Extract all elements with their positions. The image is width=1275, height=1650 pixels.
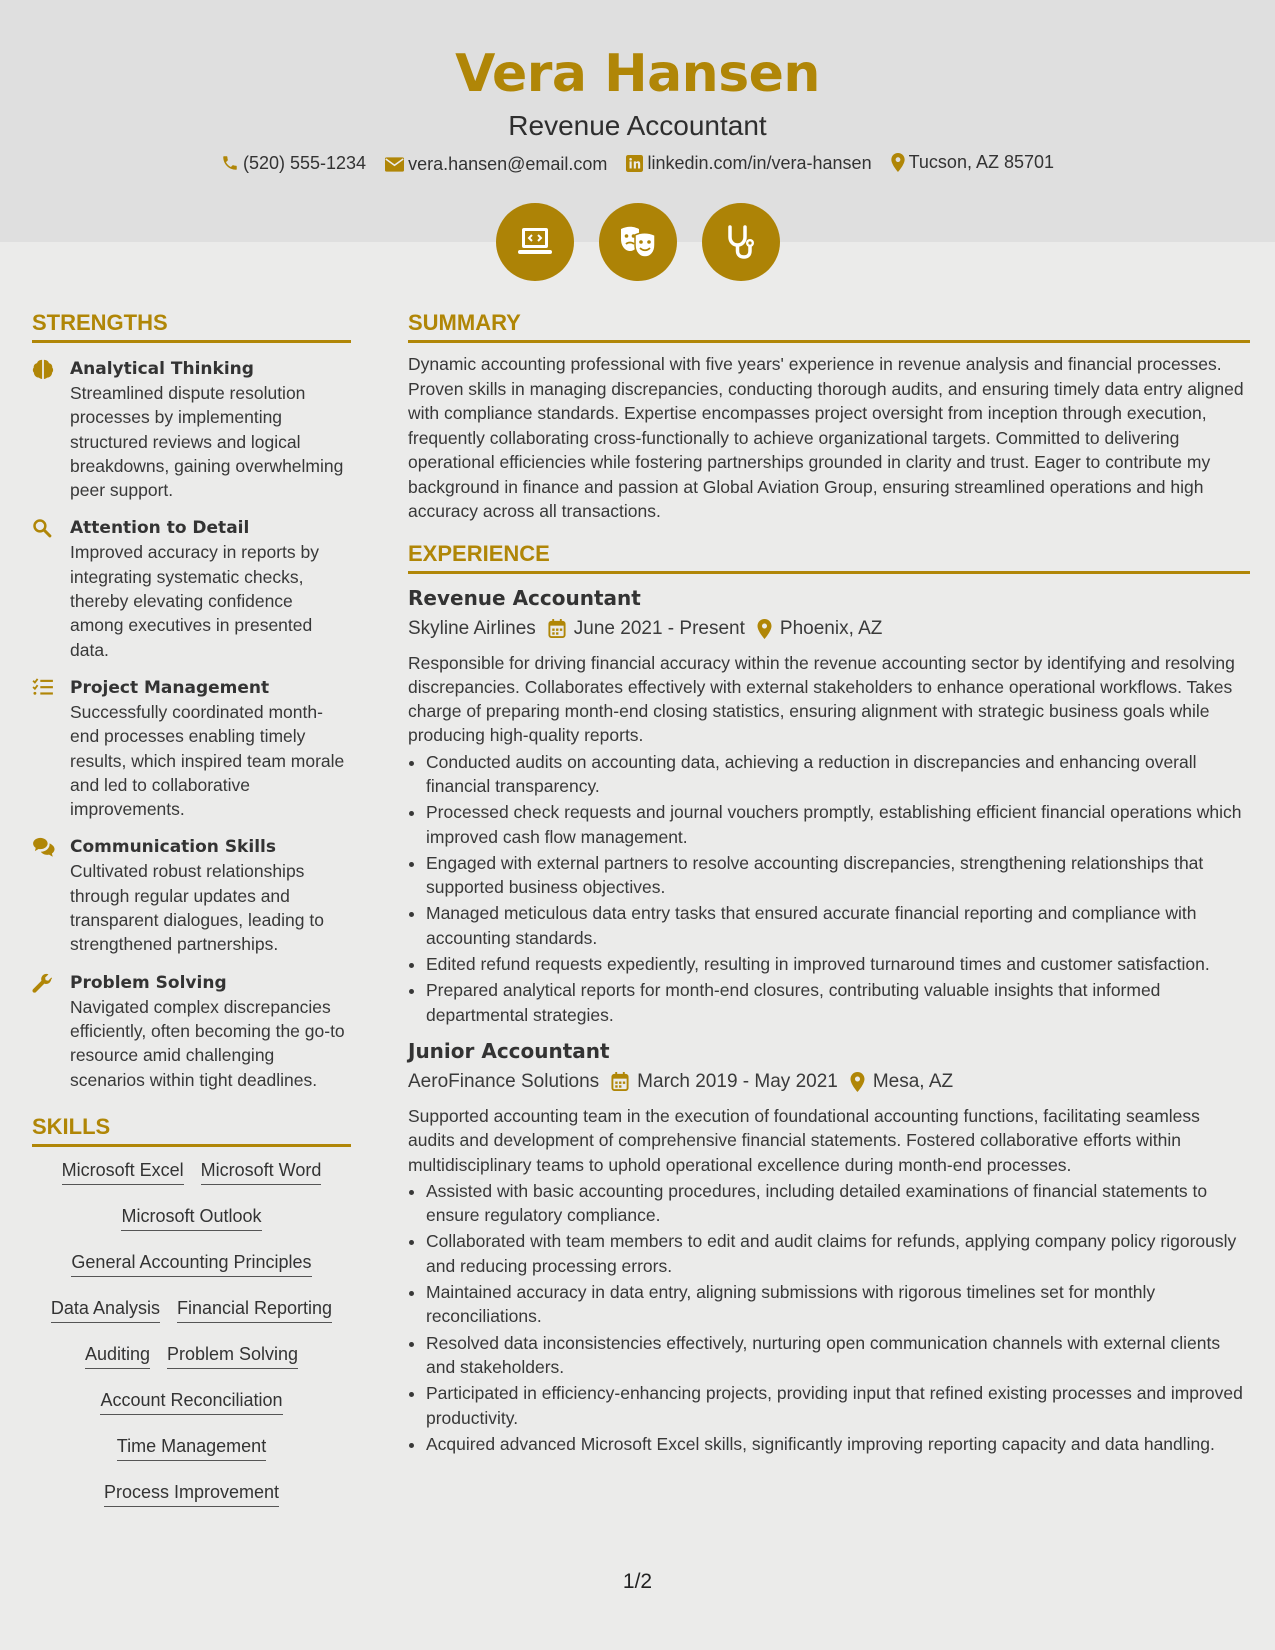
location-text: Tucson, AZ 85701 bbox=[908, 152, 1055, 172]
job-title-heading: Revenue Accountant bbox=[508, 110, 767, 141]
job-title: Revenue Accountant bbox=[408, 585, 641, 610]
job-meta bbox=[408, 1069, 1250, 1095]
skill-tag: Microsoft Excel bbox=[62, 1159, 184, 1185]
strength-item bbox=[32, 516, 351, 661]
job-entry bbox=[408, 1037, 1250, 1456]
hobby-icons bbox=[0, 203, 1275, 281]
linkedin-icon bbox=[626, 155, 643, 172]
strength-title: Project Management bbox=[70, 677, 270, 698]
skill-tag: Microsoft Word bbox=[201, 1159, 322, 1185]
job-dates: March 2019 - May 2021 bbox=[637, 1070, 838, 1092]
contact-linkedin[interactable] bbox=[626, 153, 871, 174]
job-entry bbox=[408, 584, 1250, 1027]
strength-title: Communication Skills bbox=[70, 837, 276, 858]
list-item: • Managed meticulous data entry tasks that ensured accurate financial reporting and compliance with accounting standards. bbox=[426, 901, 1250, 950]
skill-tag: Problem Solving bbox=[167, 1343, 298, 1369]
skill-tag: Financial Reporting bbox=[177, 1297, 332, 1323]
list-item: • Prepared analytical reports for month-end closures, contributing valuable insights that informed departmental strategies. bbox=[426, 978, 1250, 1027]
strength-desc: Successfully coordinated month-end processes enabling timely results, which inspired team morale and led to collaborative improvements. bbox=[70, 701, 345, 820]
strength-item bbox=[32, 676, 351, 821]
theater-masks-icon bbox=[599, 203, 677, 281]
list-item: • Resolved data inconsistencies effectively, nurturing open communication channels with external clients and stakeholders. bbox=[426, 1331, 1250, 1380]
map-marker-icon bbox=[850, 1072, 865, 1092]
candidate-name: Vera Hansen bbox=[455, 44, 820, 104]
list-item: • Conducted audits on accounting data, achieving a reduction in discrepancies and enhancing overall financial transparency. bbox=[426, 750, 1250, 799]
list-item: • Engaged with external partners to resolve accounting discrepancies, strengthening relationships that supported business objectives. bbox=[426, 851, 1250, 900]
skill-tag: Account Reconciliation bbox=[100, 1389, 282, 1415]
strength-desc: Improved accuracy in reports by integrating systematic checks, thereby elevating confidence among executives in presented data. bbox=[70, 542, 319, 660]
skill-tag: Process Improvement bbox=[104, 1481, 279, 1507]
contact-location bbox=[891, 152, 1054, 173]
stethoscope-icon bbox=[702, 203, 780, 281]
job-bullets bbox=[408, 750, 1250, 1027]
contact-bar bbox=[0, 152, 1275, 177]
skill-tag: Time Management bbox=[117, 1435, 266, 1461]
job-bullets bbox=[408, 1179, 1250, 1456]
strength-item bbox=[32, 835, 351, 956]
skills-list bbox=[32, 1159, 351, 1507]
calendar-icon bbox=[611, 1072, 629, 1091]
map-marker-icon bbox=[891, 153, 905, 172]
strength-desc: Streamlined dispute resolution processes by implementing structured reviews and logical breakdowns, gaining overwhelming peer support. bbox=[70, 383, 344, 501]
job-location: Phoenix, AZ bbox=[779, 617, 883, 639]
strength-title: Attention to Detail bbox=[70, 518, 250, 539]
strength-item bbox=[32, 971, 351, 1092]
job-location: Mesa, AZ bbox=[872, 1070, 954, 1092]
strengths-heading: STRENGTHS bbox=[32, 310, 351, 343]
list-item: • Processed check requests and journal vouchers promptly, establishing efficient financial operations which improved cash flow management. bbox=[426, 800, 1250, 849]
phone-icon bbox=[221, 154, 239, 172]
contact-email[interactable] bbox=[385, 154, 607, 175]
list-item: • Collaborated with team members to edit and audit claims for refunds, applying company policy rigorously and reducing processing errors. bbox=[426, 1229, 1250, 1278]
skill-tag: General Accounting Principles bbox=[71, 1251, 311, 1277]
summary-heading: SUMMARY bbox=[408, 310, 1250, 343]
experience-heading: EXPERIENCE bbox=[408, 541, 1250, 574]
map-marker-icon bbox=[757, 619, 772, 639]
job-dates: June 2021 - Present bbox=[573, 617, 745, 639]
wrench-icon bbox=[32, 973, 53, 994]
list-item: • Assisted with basic accounting procedures, including detailed examinations of financial statements to ensure regulatory compliance. bbox=[426, 1179, 1250, 1228]
job-title: Junior Accountant bbox=[408, 1038, 610, 1063]
email-text: vera.hansen@email.com bbox=[408, 154, 608, 174]
skill-tag: Data Analysis bbox=[51, 1297, 160, 1323]
laptop-code-icon bbox=[496, 203, 574, 281]
linkedin-text: linkedin.com/in/vera-hansen bbox=[647, 153, 872, 173]
list-item: • Edited refund requests expediently, resulting in improved turnaround times and customer satisfaction. bbox=[426, 952, 1250, 976]
list-item: • Participated in efficiency-enhancing projects, providing input that refined existing processes and improved productivity. bbox=[426, 1381, 1250, 1430]
job-description: Supported accounting team in the execution of foundational accounting functions, facilitating seamless audits and development of comprehensive financial statements. Fostered collaborative efforts within multidisciplinary teams to uphold operational excellence during month-end processes. bbox=[408, 1105, 1200, 1175]
phone-text: (520) 555-1234 bbox=[242, 152, 367, 173]
left-column bbox=[32, 310, 351, 1507]
job-description: Responsible for driving financial accuracy within the revenue accounting sector by identifying and resolving discrepancies. Collaborates effectively with external stakeholders to enhance operational workflows. Takes charge of preparing month-end closing statistics, ensuring alignment with strategic business goals while producing high-quality reports. bbox=[408, 652, 1235, 746]
strength-desc: Navigated complex discrepancies efficiently, often becoming the go-to resource amid challenging scenarios within tight deadlines. bbox=[70, 996, 345, 1090]
search-icon bbox=[32, 518, 52, 538]
strength-desc: Cultivated robust relationships through regular updates and transparent dialogues, leading to strengthened partnerships. bbox=[70, 861, 324, 955]
job-company: Skyline Airlines bbox=[408, 617, 536, 639]
envelope-icon bbox=[385, 157, 404, 172]
tasks-icon bbox=[32, 678, 54, 696]
list-item: • Acquired advanced Microsoft Excel skills, significantly improving reporting capacity and data handling. bbox=[426, 1432, 1250, 1456]
skill-tag: Microsoft Outlook bbox=[121, 1205, 261, 1231]
strength-title: Analytical Thinking bbox=[70, 359, 254, 379]
strength-item bbox=[32, 357, 351, 502]
skill-tag: Auditing bbox=[85, 1343, 150, 1369]
comments-icon bbox=[32, 837, 56, 857]
right-column bbox=[408, 310, 1250, 1458]
job-company: AeroFinance Solutions bbox=[408, 1070, 600, 1092]
summary-text: Dynamic accounting professional with five years' experience in revenue analysis and financial processes. Proven skills in managing discrepancies, conducting thorough audits, and ensuring timely data entry aligned with compliance standards. Expertise encompasses project oversight from inception through execution, frequently collaborating cross-functionally to achieve organizational targets. Committed to delivering operational efficiencies while fostering partnerships grounded in clarity and trust. Eager to contribute my background in finance and passion at Global Aviation Group, ensuring streamlined operations and high accuracy across all transactions. bbox=[408, 354, 1244, 521]
list-item: • Maintained accuracy in data entry, aligning submissions with rigorous timelines set for monthly reconciliations. bbox=[426, 1280, 1250, 1329]
calendar-icon bbox=[548, 619, 566, 638]
contact-phone[interactable] bbox=[221, 153, 366, 174]
page-number: 1/2 bbox=[622, 1570, 653, 1593]
brain-icon bbox=[32, 359, 54, 379]
skills-heading: SKILLS bbox=[32, 1114, 351, 1147]
job-meta bbox=[408, 616, 1250, 642]
strength-title: Problem Solving bbox=[70, 972, 227, 993]
